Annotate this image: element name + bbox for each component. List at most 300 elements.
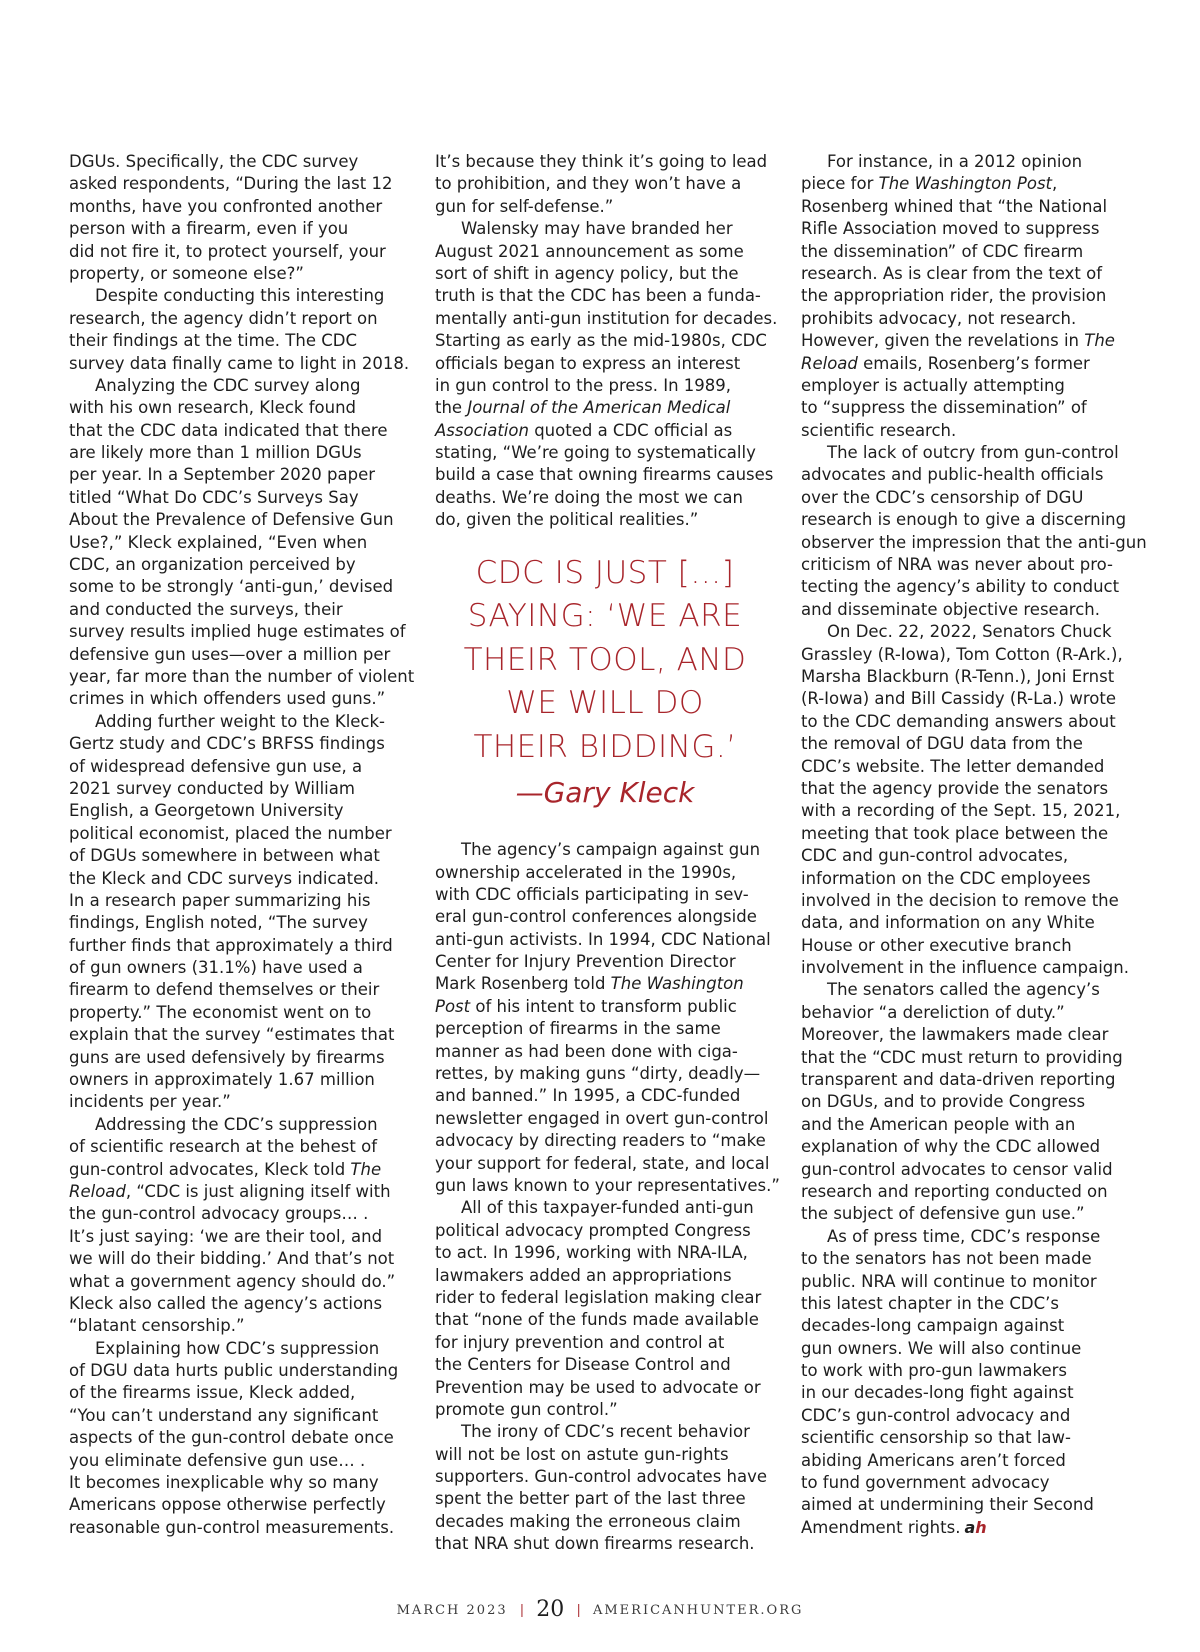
text-run: research and reporting conducted on (801, 1181, 1108, 1201)
text-line (801, 666, 1141, 688)
end-mark-h: h (975, 1517, 987, 1537)
text-line (435, 218, 775, 240)
text-run: and the American people with an (801, 1114, 1076, 1134)
text-line (801, 420, 1141, 442)
text-line (435, 1533, 775, 1555)
footer-website: AMERICANHUNTER.ORG (592, 1603, 804, 1618)
text-line (69, 1181, 409, 1203)
text-line (435, 1511, 775, 1533)
text-line (69, 912, 409, 934)
text-run: Explaining how CDC’s suppression (95, 1338, 380, 1358)
text-run: in gun control to the press. In 1989, (435, 375, 732, 395)
text-run: public. NRA will continue to monitor (801, 1271, 1097, 1291)
text-line (801, 397, 1141, 419)
text-line (69, 644, 409, 666)
text-line (801, 1427, 1141, 1449)
text-run: eral gun-control conferences alongside (435, 907, 757, 927)
text-line (435, 353, 775, 375)
text-run: supporters. Gun-control advocates have (435, 1467, 768, 1487)
text-line (801, 1517, 1141, 1539)
text-line (801, 845, 1141, 867)
text-run: gun-control advocates, Kleck told (69, 1159, 351, 1179)
text-run: House or other executive branch (801, 935, 1072, 955)
text-line (801, 1338, 1141, 1360)
text-line (435, 1488, 775, 1510)
text-line (69, 173, 409, 195)
text-run: for injury prevention and control at (435, 1332, 725, 1352)
text-run: English, a Georgetown University (69, 801, 344, 821)
text-line (69, 532, 409, 554)
text-line (801, 868, 1141, 890)
text-line (69, 1047, 409, 1069)
italic-title: Reload (69, 1181, 126, 1201)
text-run: stating, “We’re going to systematically (435, 443, 756, 463)
text-run: defensive gun uses—over a million per (69, 644, 391, 664)
text-run: It’s just saying: ‘we are their tool, and (69, 1226, 383, 1246)
text-line (801, 800, 1141, 822)
text-line (801, 1315, 1141, 1337)
text-line (801, 464, 1141, 486)
text-run: political economist, placed the number (69, 823, 392, 843)
text-line (69, 308, 409, 330)
pull-quote (435, 552, 775, 816)
text-line (435, 1332, 775, 1354)
text-line (435, 285, 775, 307)
text-run: will not be lost on astute gun-rights (435, 1444, 729, 1464)
text-line (801, 1159, 1141, 1181)
text-line (801, 1494, 1141, 1516)
column-2-bottom-text (435, 839, 780, 1556)
text-line (69, 733, 409, 755)
text-line (69, 1226, 409, 1248)
text-line (69, 800, 409, 822)
text-line (69, 1382, 409, 1404)
text-run: of his intent to transform public (470, 996, 737, 1016)
text-run: It becomes inexplicable why so many (69, 1473, 379, 1493)
footer-separator: | (519, 1603, 525, 1618)
text-run: decades-long campaign against (801, 1316, 1065, 1336)
text-run: with a recording of the Sept. 15, 2021, (801, 801, 1121, 821)
text-line (801, 241, 1141, 263)
text-run: perception of firearms in the same (435, 1019, 721, 1039)
text-run: aspects of the gun-control debate once (69, 1428, 394, 1448)
text-run: that the agency provide the senators (801, 778, 1109, 798)
text-run: Rosenberg whined that “the National (801, 196, 1108, 216)
text-run: the dissemination” of CDC firearm (801, 241, 1084, 261)
text-line (435, 151, 775, 173)
text-run: and banned.” In 1995, a CDC-funded (435, 1086, 741, 1106)
text-run: firearm to defend themselves or their (69, 980, 380, 1000)
italic-title: The (1084, 331, 1115, 351)
italic-title: The (350, 1159, 382, 1179)
text-line (801, 196, 1141, 218)
text-line (435, 929, 775, 951)
text-run: prohibits advocacy, not research. (801, 308, 1077, 328)
text-run: Prevention may be used to advocate or (435, 1377, 761, 1397)
text-run: and conducted the surveys, their (69, 599, 343, 619)
text-run: research is enough to give a discerning (801, 510, 1127, 530)
text-line (435, 1444, 775, 1466)
text-run: on DGUs, and to provide Congress (801, 1092, 1086, 1112)
text-run: of the firearms issue, Kleck added, (69, 1383, 356, 1403)
text-run: August 2021 announcement as some (435, 241, 744, 261)
text-line (435, 1197, 775, 1219)
end-mark-logo (964, 1517, 986, 1539)
text-line (69, 509, 409, 531)
text-run: Despite conducting this interesting (95, 286, 385, 306)
text-line (801, 1271, 1141, 1293)
text-line (69, 1002, 409, 1024)
text-run: gun for self-defense.” (435, 196, 614, 216)
text-line (69, 1427, 409, 1449)
text-run: Gertz study and CDC’s BRFSS findings (69, 734, 385, 754)
text-line (801, 599, 1141, 621)
text-run: year, far more than the number of violent (69, 666, 415, 686)
text-run: “You can’t understand any significant (69, 1405, 379, 1425)
text-line (69, 263, 409, 285)
text-line (69, 756, 409, 778)
text-line (69, 778, 409, 800)
text-line (69, 330, 409, 352)
text-line (801, 1047, 1141, 1069)
text-line (801, 576, 1141, 598)
text-line (801, 1091, 1141, 1113)
text-line (801, 756, 1141, 778)
text-run: research, the agency didn’t report on (69, 308, 378, 328)
text-line (801, 621, 1141, 643)
italic-title: Association (435, 420, 529, 440)
text-line (69, 218, 409, 240)
text-line (69, 285, 409, 307)
text-run: explanation of why the CDC allowed (801, 1137, 1101, 1157)
text-line (801, 1405, 1141, 1427)
text-run: abiding Americans aren’t forced (801, 1450, 1066, 1470)
text-line (69, 353, 409, 375)
page-footer (0, 1597, 1200, 1622)
text-run: rider to federal legislation making clear (435, 1287, 762, 1307)
text-run: the Centers for Disease Control and (435, 1355, 731, 1375)
text-line (69, 1405, 409, 1427)
text-line (69, 1472, 409, 1494)
text-run: 2021 survey conducted by William (69, 778, 355, 798)
text-run: to work with pro-gun lawmakers (801, 1361, 1067, 1381)
text-run: with CDC officials participating in sev- (435, 884, 749, 904)
italic-title: The Washington (610, 974, 744, 994)
text-line (801, 554, 1141, 576)
text-line (435, 1309, 775, 1331)
text-run: On Dec. 22, 2022, Senators Chuck (827, 622, 1112, 642)
text-run: the subject of defensive gun use.” (801, 1204, 1085, 1224)
text-line (801, 218, 1141, 240)
text-run: , (1052, 174, 1058, 194)
text-run: property.” The economist went on to (69, 1002, 372, 1022)
text-run: property, or someone else?” (69, 263, 304, 283)
text-line (801, 1293, 1141, 1315)
text-run: The irony of CDC’s recent behavior (461, 1422, 750, 1442)
text-run: CDC, an organization perceived by (69, 555, 356, 575)
text-line (801, 957, 1141, 979)
text-line (435, 1354, 775, 1376)
text-run: we will do their bidding.’ And that’s not (69, 1249, 395, 1269)
text-line (69, 554, 409, 576)
text-run: that the CDC data indicated that there (69, 420, 388, 440)
text-run: that “none of the funds made available (435, 1310, 759, 1330)
pull-quote-line: WE WILL DO (506, 685, 704, 722)
text-run: Marsha Blackburn (R-Tenn.), Joni Ernst (801, 666, 1115, 686)
text-line (435, 263, 775, 285)
text-run: As of press time, CDC’s response (827, 1226, 1101, 1246)
text-line (435, 1130, 775, 1152)
text-run: In a research paper summarizing his (69, 890, 371, 910)
text-line (69, 1338, 409, 1360)
text-line (435, 1018, 775, 1040)
text-run: over the CDC’s censorship of DGU (801, 487, 1084, 507)
pull-quote-attribution: —Gary Kleck (515, 776, 695, 810)
text-line (69, 420, 409, 442)
text-run: CDC and gun-control advocates, (801, 846, 1069, 866)
text-run: gun laws known to your representatives.” (435, 1176, 780, 1195)
text-run: political advocacy prompted Congress (435, 1220, 751, 1240)
text-run: do, given the political realities.” (435, 510, 699, 530)
text-run: “blatant censorship.” (69, 1316, 245, 1336)
text-run: It’s because they think it’s going to lead (435, 152, 768, 171)
text-run: anti-gun activists. In 1994, CDC National (435, 929, 771, 949)
italic-title: Journal of the American Medical (467, 398, 731, 418)
text-run: the (435, 398, 468, 418)
article-column-2 (435, 151, 780, 1556)
text-run: Mark Rosenberg told (435, 974, 611, 994)
text-line (801, 285, 1141, 307)
text-run: aimed at undermining their Second (801, 1495, 1094, 1515)
text-run: to the CDC demanding answers about (801, 711, 1116, 731)
text-run: further finds that approximately a third (69, 935, 393, 955)
text-run: piece for (801, 174, 879, 194)
text-line (69, 711, 409, 733)
text-line (435, 1399, 775, 1421)
text-run: About the Prevalence of Defensive Gun (69, 510, 394, 530)
text-line (69, 1024, 409, 1046)
text-line (69, 196, 409, 218)
text-line (69, 442, 409, 464)
text-line (69, 599, 409, 621)
text-run: of scientific research at the behest of (69, 1137, 377, 1157)
text-line (435, 1242, 775, 1264)
text-line (801, 1360, 1141, 1382)
text-run: of DGUs somewhere in between what (69, 846, 380, 866)
text-line (69, 979, 409, 1001)
text-line (801, 1181, 1141, 1203)
text-run: quoted a CDC official as (528, 420, 733, 440)
text-run: to the senators has not been made (801, 1249, 1092, 1269)
text-run: involved in the decision to remove the (801, 890, 1119, 910)
text-run: tecting the agency’s ability to conduct (801, 577, 1120, 597)
text-line (801, 487, 1141, 509)
text-line (801, 1472, 1141, 1494)
pull-quote-line: CDC IS JUST […] (475, 554, 735, 591)
text-line (69, 576, 409, 598)
text-run: that NRA shut down firearms research. (435, 1534, 755, 1554)
end-mark-a: a (964, 1517, 976, 1537)
text-run: mentally anti-gun institution for decades. (435, 308, 778, 328)
text-run: However, given the revelations in (801, 331, 1085, 351)
text-line (69, 1293, 409, 1315)
text-line (435, 1220, 775, 1242)
text-line (801, 979, 1141, 1001)
text-line (69, 487, 409, 509)
text-run: did not fire it, to protect yourself, your (69, 241, 386, 261)
footer-separator: | (576, 1603, 581, 1618)
text-run: truth is that the CDC has been a funda- (435, 286, 761, 306)
text-line (435, 1153, 775, 1175)
text-run: spent the better part of the last three (435, 1489, 746, 1509)
text-line (69, 957, 409, 979)
text-run: of widespread defensive gun use, a (69, 756, 363, 776)
text-run: The agency’s campaign against gun (461, 840, 761, 860)
text-line (801, 1114, 1141, 1136)
text-line (69, 935, 409, 957)
text-run: Grassley (R-Iowa), Tom Cotton (R-Ark.), (801, 644, 1123, 664)
text-line (801, 711, 1141, 733)
text-run: and disseminate objective research. (801, 599, 1100, 619)
text-run: build a case that owning firearms causes (435, 465, 774, 485)
text-line (435, 862, 775, 884)
text-line (435, 464, 775, 486)
article-column-3 (801, 151, 1147, 1539)
text-line (435, 196, 775, 218)
text-line (435, 839, 775, 861)
text-line (69, 890, 409, 912)
text-run: months, have you confronted another (69, 196, 383, 216)
text-run: All of this taxpayer-funded anti-gun (461, 1198, 754, 1218)
text-run: research. As is clear from the text of (801, 263, 1103, 283)
text-line (801, 644, 1141, 666)
text-run: sort of shift in agency policy, but the (435, 263, 739, 283)
italic-title: Reload (801, 353, 858, 373)
text-run: scientific research. (801, 420, 957, 440)
text-line (801, 1248, 1141, 1270)
pull-quote-line: SAYING: ‘WE ARE (467, 598, 743, 635)
text-line (69, 621, 409, 643)
text-run: you eliminate defensive gun use… . (69, 1450, 366, 1470)
text-line (69, 1091, 409, 1113)
text-run: asked respondents, “During the last 12 (69, 174, 393, 194)
text-run: survey data finally came to light in 2018. (69, 353, 410, 373)
pull-quote-line: THEIR TOOL, AND (463, 641, 747, 678)
text-line (801, 375, 1141, 397)
text-run: guns are used defensively by firearms (69, 1047, 385, 1067)
text-line (435, 397, 775, 419)
text-run: For instance, in a 2012 opinion (827, 152, 1083, 171)
text-run: Analyzing the CDC survey along (95, 375, 361, 395)
text-line (801, 442, 1141, 464)
text-line (801, 1382, 1141, 1404)
text-run: observer the impression that the anti-gun (801, 532, 1147, 552)
text-line (69, 1248, 409, 1270)
text-run: per year. In a September 2020 paper (69, 465, 376, 485)
text-line (69, 1159, 409, 1181)
text-run: Moreover, the lawmakers made clear (801, 1025, 1109, 1045)
text-run: in our decades-long fight against (801, 1383, 1074, 1403)
text-line (69, 151, 409, 173)
text-run: officials began to express an interest (435, 353, 741, 373)
text-line (69, 845, 409, 867)
text-run: are likely more than 1 million DGUs (69, 443, 362, 463)
text-line (435, 1287, 775, 1309)
text-run: Addressing the CDC’s suppression (95, 1114, 378, 1134)
text-run: gun owners. We will also continue (801, 1338, 1082, 1358)
text-line (69, 397, 409, 419)
text-run: explain that the survey “estimates that (69, 1025, 395, 1045)
italic-title: Post (435, 996, 471, 1016)
text-line (435, 375, 775, 397)
text-line (435, 996, 775, 1018)
text-run: employer is actually attempting (801, 375, 1065, 395)
text-run: Rifle Association moved to suppress (801, 219, 1100, 239)
text-line (801, 912, 1141, 934)
text-line (801, 1002, 1141, 1024)
page-number: 20 (536, 1597, 565, 1622)
text-run: Center for Injury Prevention Director (435, 952, 736, 972)
text-run: their findings at the time. The CDC (69, 331, 357, 351)
text-line (69, 1136, 409, 1158)
text-run: advocates and public-health officials (801, 465, 1104, 485)
text-line (69, 1517, 409, 1539)
text-line (435, 330, 775, 352)
text-line (69, 1069, 409, 1091)
text-line (801, 330, 1141, 352)
text-run: Walensky may have branded her (461, 219, 733, 239)
text-run: criticism of NRA was never about pro- (801, 555, 1113, 575)
text-run: , “CDC is just aligning itself with (125, 1181, 391, 1201)
text-line (801, 308, 1141, 330)
text-run: lawmakers added an appropriations (435, 1265, 732, 1285)
text-line (69, 666, 415, 688)
text-line (69, 823, 409, 845)
text-line (435, 1377, 775, 1399)
text-line (435, 1421, 775, 1443)
text-line (801, 532, 1147, 554)
text-line (801, 890, 1141, 912)
text-run: information on the CDC employees (801, 868, 1091, 888)
text-line (435, 308, 778, 330)
text-run: person with a firearm, even if you (69, 219, 349, 239)
text-run: gun-control advocates to censor valid (801, 1159, 1113, 1179)
text-line (801, 1450, 1141, 1472)
text-run: findings, English noted, “The survey (69, 913, 368, 933)
text-run: to prohibition, and they won’t have a (435, 174, 742, 194)
text-run: behavior “a dereliction of duty.” (801, 1002, 1065, 1022)
text-run: promote gun control.” (435, 1399, 618, 1419)
text-run: survey results implied huge estimates of (69, 622, 406, 642)
text-run: crimes in which offenders used guns.” (69, 689, 386, 709)
text-line (801, 1226, 1141, 1248)
text-line (801, 263, 1141, 285)
text-line (801, 1203, 1141, 1225)
text-run: scientific censorship so that law- (801, 1428, 1071, 1448)
text-line (435, 973, 775, 995)
text-line (801, 1136, 1141, 1158)
text-line (435, 1063, 775, 1085)
text-run: the Kleck and CDC surveys indicated. (69, 868, 380, 888)
text-line (801, 688, 1141, 710)
text-run: owners in approximately 1.67 million (69, 1070, 375, 1090)
text-line (435, 884, 775, 906)
text-line (435, 509, 775, 531)
text-line (801, 353, 1141, 375)
text-line (435, 1466, 775, 1488)
text-run: DGUs. Specifically, the CDC survey (69, 152, 359, 171)
text-line (69, 1450, 409, 1472)
